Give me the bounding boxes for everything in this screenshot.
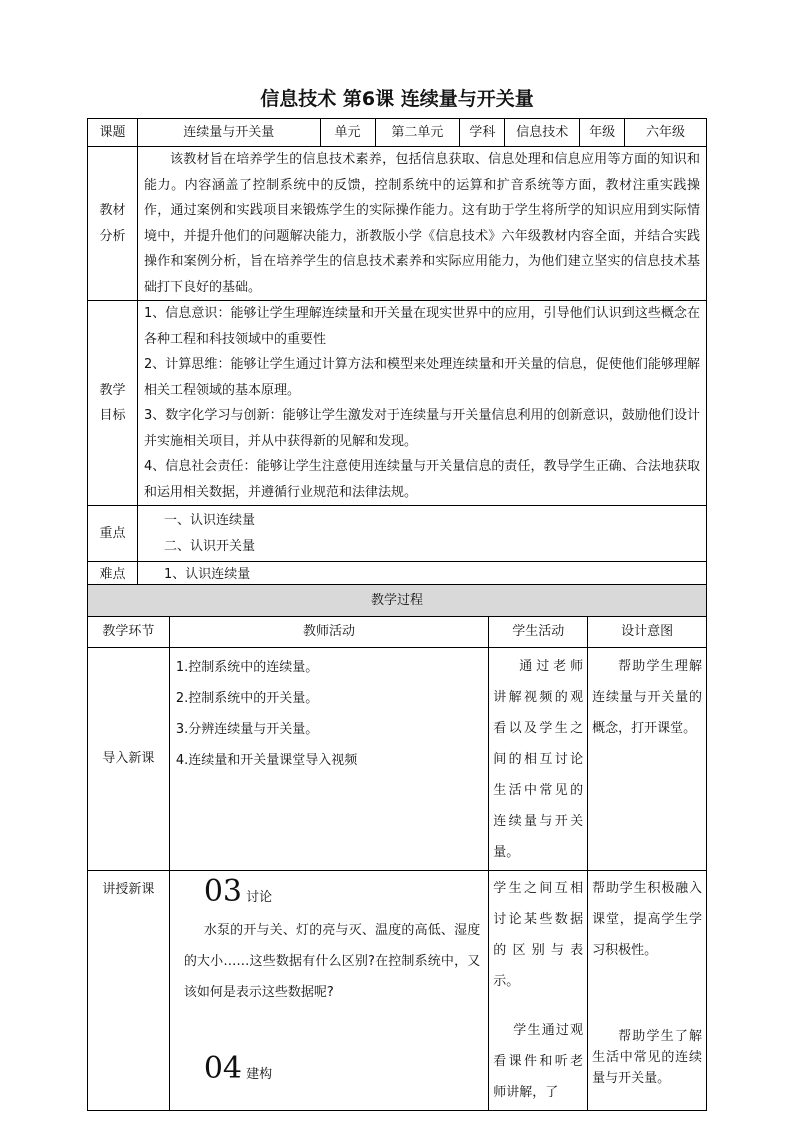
teacher-activity-item: 2.控制系统中的开关量。	[175, 691, 319, 706]
key-point-item: 一、认识连续量	[163, 513, 255, 528]
topic-value: 连续量与开关量	[137, 119, 320, 147]
analysis-label: 教材分析	[88, 147, 138, 301]
grade-value: 六年级	[625, 119, 707, 147]
intro-teacher-activities	[169, 648, 488, 871]
column-header: 学生活动	[489, 617, 588, 648]
intro-student-activity: 通过老师讲解视频的观看以及学生之间的相互讨论生活中常见的连续量与开关量。	[489, 648, 588, 871]
difficulty-text: 1、认识连续量	[137, 562, 706, 589]
design-intent-text: 帮助学生了解生活中常见的连续量与开关量。	[592, 1029, 702, 1086]
unit-value: 第二单元	[375, 119, 460, 147]
student-activity-text: 学生通过观看课件和听老师讲解，了	[493, 1023, 584, 1100]
grade-label: 年级	[580, 119, 625, 147]
column-header: 教学环节	[88, 617, 170, 648]
section-title: 讨论	[246, 890, 273, 905]
section-number: 03	[203, 874, 243, 909]
student-activity-text: 学生之间互相讨论某些数据的区别与表示。	[493, 881, 584, 989]
teaching-process-table	[87, 584, 707, 1111]
section-number: 04	[203, 1051, 243, 1086]
goals-label: 教学目标	[88, 301, 138, 506]
column-header: 教师活动	[169, 617, 488, 648]
subject-value: 信息技术	[505, 119, 580, 147]
lecture-student-activity	[489, 871, 588, 1111]
goal-item: 1、信息意识：能够让学生理解连续量和开关量在现实世界中的应用，引导他们认识到这些概念在各种工程和科技领域中的重要性	[143, 306, 700, 347]
unit-label: 单元	[320, 119, 375, 147]
goal-item: 4、信息社会责任：能够让学生注意使用连续量与开关量信息的责任，教导学生正确、合法地获取和运用相关数据，并遵循行业规范和法律法规。	[143, 459, 700, 500]
goal-item: 2、计算思维：能够让学生通过计算方法和模型来处理连续量和开关量的信息，促使他们能够理解相关工程领域的基本原理。	[143, 357, 700, 398]
process-heading: 教学过程	[88, 585, 707, 617]
goals-list	[137, 301, 706, 506]
lecture-design-intent	[588, 871, 707, 1111]
column-header: 设计意图	[588, 617, 707, 648]
document-title: 信息技术 第6课 连续量与开关量	[260, 88, 534, 110]
discussion-text: 水泵的开与关、灯的亮与灭、温度的高低、湿度的大小……这些数据有什么区别?在控制系统中，又该如何是表示这些数据呢?	[183, 923, 481, 1000]
key-point-item: 二、认识开关量	[163, 538, 255, 554]
key-points	[137, 506, 706, 562]
teacher-activity-item: 1.控制系统中的连续量。	[175, 660, 319, 675]
lesson-info-table	[87, 118, 707, 589]
difficulty-label: 难点	[88, 562, 138, 589]
section-title: 建构	[246, 1067, 273, 1082]
subject-label: 学科	[460, 119, 505, 147]
goal-item: 3、数字化学习与创新：能够让学生激发对于连续量与开关量信息利用的创新意识，鼓励他们设计并实施相关项目，并从中获得新的见解和发现。	[143, 408, 700, 449]
teacher-activity-item: 3.分辨连续量与开关量。	[175, 722, 319, 737]
design-intent-text: 帮助学生积极融入课堂，提高学生学习积极性。	[592, 881, 702, 958]
lecture-stage: 讲授新课	[88, 871, 170, 1111]
teacher-activity-item: 4.连续量和开关量课堂导入视频	[175, 753, 358, 768]
key-label: 重点	[88, 506, 138, 562]
intro-design-intent: 帮助学生理解连续量与开关量的概念，打开课堂。	[588, 648, 707, 871]
topic-label: 课题	[88, 119, 138, 147]
lecture-teacher-activities	[169, 871, 488, 1111]
intro-stage: 导入新课	[88, 648, 170, 871]
analysis-text: 该教材旨在培养学生的信息技术素养，包括信息获取、信息处理和信息应用等方面的知识和能力。内容涵盖了控制系统中的反馈，控制系统中的运算和扩音系统等方面，教材注重实践操作，通过案例和实践项目来锻炼学生的实际操作能力。这有助于学生将所学的知识应用到实际情境中，并提升他们的问题解决能力，浙教版小学《信息技术》六年级教材内容全面，并结合实践操作和案例分析，旨在培养学生的信息技术素养和实际应用能力，为他们建立坚实的信息技术基础打下良好的基础。	[137, 147, 706, 301]
